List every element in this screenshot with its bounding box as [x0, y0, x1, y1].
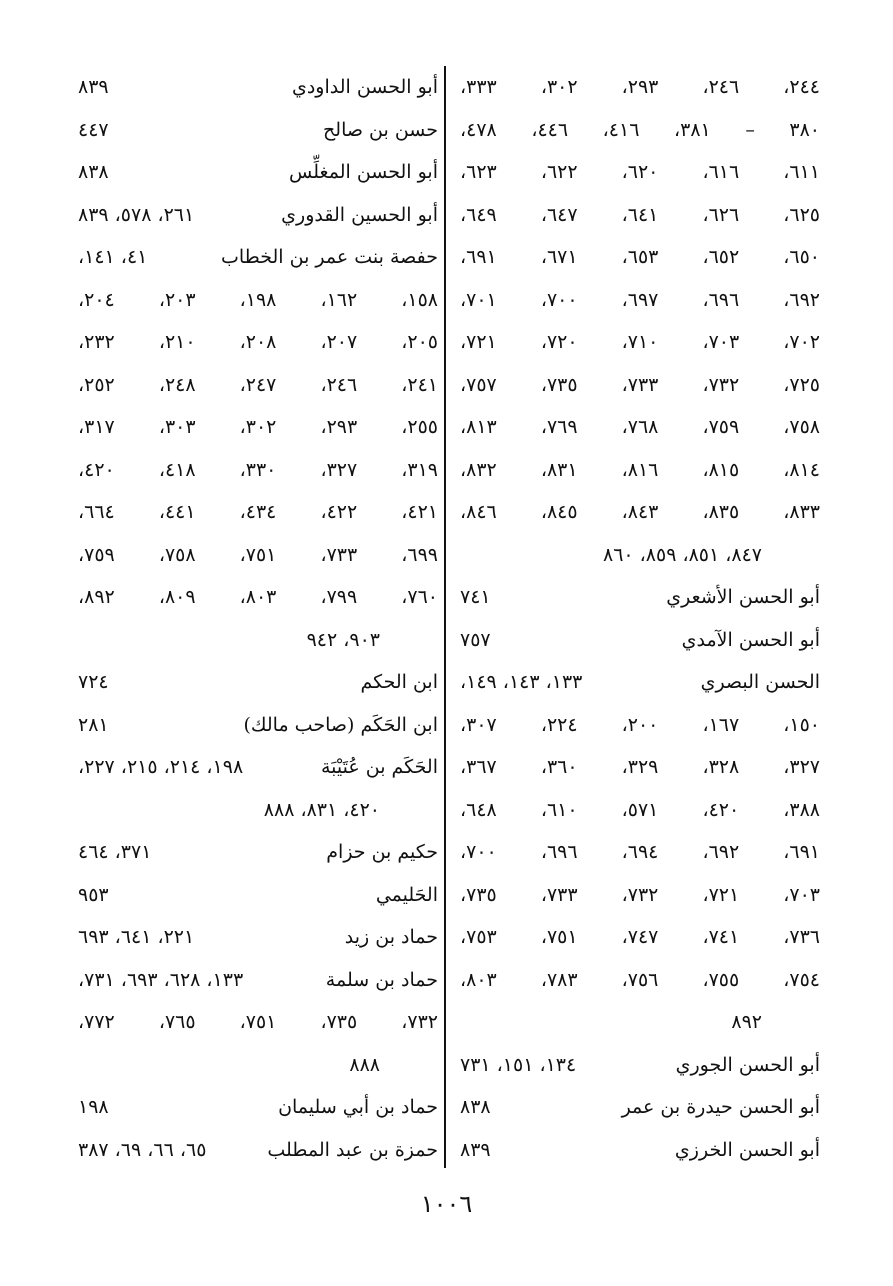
- index-entry: [460, 576, 820, 619]
- index-entry: [78, 66, 438, 109]
- index-entry: [460, 1086, 820, 1129]
- entry-name: أبو الحسن الأشعري: [666, 586, 820, 608]
- entry-name: الحَليمي: [375, 883, 438, 906]
- entry-name: أبو الحسن حيدرة بن عمر: [621, 1096, 820, 1118]
- index-continuation-line: [460, 874, 820, 917]
- index-entry: [78, 236, 438, 279]
- index-continuation-line: [460, 704, 820, 747]
- page-numbers: ٦٥٠، ٦٥٢، ٦٥٣، ٦٧١، ٦٩١،: [460, 246, 821, 268]
- page-numbers: ٦١١، ٦١٦، ٦٢٠، ٦٢٢، ٦٢٣،: [460, 161, 821, 183]
- index-continuation-line: [460, 831, 820, 874]
- index-continuation-line: [460, 236, 820, 279]
- page-numbers: ٤٢٠، ٨٣١، ٨٨٨: [263, 798, 380, 821]
- index-entry: [78, 746, 438, 789]
- entry-pages: ١٣٤، ١٥١، ٧٣١: [460, 1053, 577, 1076]
- entry-pages: ٢٨١: [78, 713, 109, 736]
- page-numbers: ٦٢٥، ٦٢٦، ٦٤١، ٦٤٧، ٦٤٩،: [460, 203, 821, 226]
- index-entry: [460, 661, 820, 704]
- entry-name: حمزة بن عبد المطلب: [267, 1138, 438, 1161]
- entry-name: حفصة بنت عمر بن الخطاب: [220, 246, 438, 268]
- index-continuation-line: [460, 491, 820, 534]
- index-continuation-line: [78, 1044, 438, 1087]
- page-numbers: ٨٤٧، ٨٥١، ٨٥٩، ٨٦٠: [602, 543, 762, 566]
- index-entry: [460, 1044, 820, 1087]
- entry-name: الحسن البصري: [700, 671, 820, 693]
- page-numbers: ٧٦٠، ٧٩٩، ٨٠٣، ٨٠٩، ٨٩٢،: [78, 586, 439, 608]
- page-numbers: ٣١٩، ٣٢٧، ٣٣٠، ٤١٨، ٤٢٠،: [78, 458, 439, 481]
- index-entry: [78, 704, 438, 747]
- index-continuation-line: [78, 576, 438, 619]
- page-numbers: ١٥٨، ١٦٢، ١٩٨، ٢٠٣، ٢٠٤،: [78, 288, 439, 311]
- entry-pages: ٣٧١، ٤٦٤: [78, 841, 152, 863]
- entry-pages: ٧٥٧: [460, 628, 491, 651]
- entry-name: أبو الحسن الآمدي: [681, 628, 820, 651]
- index-continuation-line: [460, 194, 820, 237]
- index-continuation-line: [78, 1001, 438, 1044]
- entry-pages: ٦٥، ٦٦، ٦٩، ٣٨٧: [78, 1138, 207, 1161]
- page-numbers: ٦٩١، ٦٩٢، ٦٩٤، ٦٩٦، ٧٠٠،: [460, 841, 821, 863]
- entry-pages: ٨٣٩: [460, 1138, 491, 1161]
- index-entry: [78, 109, 438, 152]
- entry-name: حكيم بن حزام: [326, 841, 438, 863]
- index-continuation-line: [460, 534, 820, 577]
- index-continuation-line: [78, 491, 438, 534]
- entry-pages: ٤١، ١٤١،: [78, 246, 148, 268]
- entry-pages: ٨٣٨: [78, 161, 109, 183]
- index-continuation-line: [460, 279, 820, 322]
- index-continuation-line: [78, 279, 438, 322]
- entry-pages: ٢٦١، ٥٧٨، ٨٣٩: [78, 203, 195, 226]
- index-entry: [78, 1129, 438, 1172]
- index-entry: [78, 661, 438, 704]
- index-continuation-line: [78, 364, 438, 407]
- index-entry: [460, 1129, 820, 1172]
- page-numbers: ٢٠٥، ٢٠٧، ٢٠٨، ٢١٠، ٢٣٢،: [78, 331, 439, 353]
- entry-name: حماد بن زيد: [344, 926, 438, 948]
- index-continuation-line: [460, 364, 820, 407]
- page-numbers: ٩٠٣، ٩٤٢: [306, 628, 380, 651]
- index-continuation-line: [460, 1001, 820, 1044]
- page-numbers: ٢٥٥، ٢٩٣، ٣٠٢، ٣٠٣، ٣١٧،: [78, 416, 439, 438]
- page-numbers: ٣٨٠ – ٣٨١، ٤١٦، ٤٤٦، ٤٧٨،: [460, 118, 821, 141]
- index-continuation-line: [460, 109, 820, 152]
- index-entry: [78, 1086, 438, 1129]
- entry-name: حماد بن سلمة: [325, 968, 438, 991]
- entry-name: أبو الحسن الجوري: [675, 1053, 820, 1076]
- entry-name: حسن بن صالح: [323, 118, 438, 141]
- entry-name: ابن الحَكَم (صاحب مالك): [243, 713, 438, 736]
- index-continuation-line: [460, 66, 820, 109]
- page-numbers: ٨١٤، ٨١٥، ٨١٦، ٨٣١، ٨٣٢،: [460, 458, 821, 481]
- entry-pages: ٨٣٨: [460, 1096, 491, 1118]
- index-entry: [78, 194, 438, 237]
- entry-pages: ٢٢١، ٦٤١، ٦٩٣: [78, 926, 195, 948]
- page-numbers: ٨٩٢: [731, 1011, 762, 1033]
- entry-name: الحَكَم بن عُتَيْبَة: [320, 756, 438, 778]
- index-continuation-line: [460, 449, 820, 492]
- index-entry: [78, 831, 438, 874]
- page-numbers: ٧٢٥، ٧٣٢، ٧٣٣، ٧٣٥، ٧٥٧،: [460, 373, 821, 396]
- entry-pages: ١٣٣، ١٤٣، ١٤٩،: [460, 671, 583, 693]
- page-numbers: ٢٤٤، ٢٤٦، ٢٩٣، ٣٠٢، ٣٣٣،: [460, 76, 821, 98]
- entry-pages: ١٣٣، ٦٢٨، ٦٩٣، ٧٣١،: [78, 968, 244, 991]
- page-numbers: ٧٠٣، ٧٢١، ٧٣٢، ٧٣٣، ٧٣٥،: [460, 883, 821, 906]
- entry-name: أبو الحسين القدوري: [281, 203, 438, 226]
- entry-name: ابن الحكم: [360, 671, 438, 693]
- entry-pages: ٤٤٧: [78, 118, 109, 141]
- page-numbers: ٦٩٩، ٧٣٣، ٧٥١، ٧٥٨، ٧٥٩،: [78, 543, 439, 566]
- page-numbers: ٧٥٨، ٧٥٩، ٧٦٨، ٧٦٩، ٨١٣،: [460, 416, 821, 438]
- entry-pages: ٧٢٤: [78, 671, 109, 693]
- index-column-left: [78, 66, 438, 1171]
- page-numbers: ٧٣٢، ٧٣٥، ٧٥١، ٧٦٥، ٧٧٢،: [78, 1011, 439, 1033]
- page-numbers: ٢٤١، ٢٤٦، ٢٤٧، ٢٤٨، ٢٥٢،: [78, 373, 439, 396]
- entry-name: أبو الحسن الداودي: [291, 76, 438, 98]
- page-numbers: ٤٢١، ٤٢٢، ٤٣٤، ٤٤١، ٦٦٤،: [78, 501, 439, 523]
- index-entry: [78, 874, 438, 917]
- page-numbers: ٧٥٤، ٧٥٥، ٧٥٦، ٧٨٣، ٨٠٣،: [460, 968, 821, 991]
- entry-pages: ٩٥٣: [78, 883, 109, 906]
- index-continuation-line: [78, 321, 438, 364]
- index-column-right: [460, 66, 820, 1171]
- page-numbers: ٧٣٦، ٧٤١، ٧٤٧، ٧٥١، ٧٥٣،: [460, 926, 821, 948]
- index-entry: [78, 959, 438, 1002]
- index-continuation-line: [460, 959, 820, 1002]
- page-numbers: ٨٣٣، ٨٣٥، ٨٤٣، ٨٤٥، ٨٤٦،: [460, 501, 821, 523]
- index-continuation-line: [460, 746, 820, 789]
- page-numbers: ٨٨٨: [349, 1053, 380, 1076]
- index-continuation-line: [78, 406, 438, 449]
- entry-pages: ٨٣٩: [78, 76, 109, 98]
- entry-name: أبو الحسن المغلِّس: [289, 161, 438, 183]
- index-continuation-line: [460, 151, 820, 194]
- index-continuation-line: [460, 789, 820, 832]
- index-continuation-line: [78, 789, 438, 832]
- entry-pages: ١٩٨: [78, 1096, 109, 1118]
- entry-pages: ٧٤١: [460, 586, 491, 608]
- index-continuation-line: [78, 449, 438, 492]
- index-entry: [78, 151, 438, 194]
- page-numbers: ٣٢٧، ٣٢٨، ٣٢٩، ٣٦٠، ٣٦٧،: [460, 756, 821, 778]
- index-continuation-line: [460, 406, 820, 449]
- index-entry: [460, 619, 820, 662]
- index-continuation-line: [78, 534, 438, 577]
- index-continuation-line: [460, 321, 820, 364]
- index-entry: [78, 916, 438, 959]
- entry-name: حماد بن أبي سليمان: [278, 1096, 438, 1118]
- page-number: ١٠٠٦: [420, 1190, 473, 1218]
- entry-name: أبو الحسن الخرزي: [674, 1138, 820, 1161]
- entry-pages: ١٩٨، ٢١٤، ٢١٥، ٢٢٧،: [78, 756, 244, 778]
- page-numbers: ١٥٠، ١٦٧، ٢٠٠، ٢٢٤، ٣٠٧،: [460, 713, 821, 736]
- page-numbers: ٦٩٢، ٦٩٦، ٦٩٧، ٧٠٠، ٧٠١،: [460, 288, 821, 311]
- index-continuation-line: [460, 916, 820, 959]
- page-numbers: ٧٠٢، ٧٠٣، ٧١٠، ٧٢٠، ٧٢١،: [460, 331, 821, 353]
- page-numbers: ٣٨٨، ٤٢٠، ٥٧١، ٦١٠، ٦٤٨،: [460, 798, 821, 821]
- index-continuation-line: [78, 619, 438, 662]
- column-divider: [444, 66, 446, 1168]
